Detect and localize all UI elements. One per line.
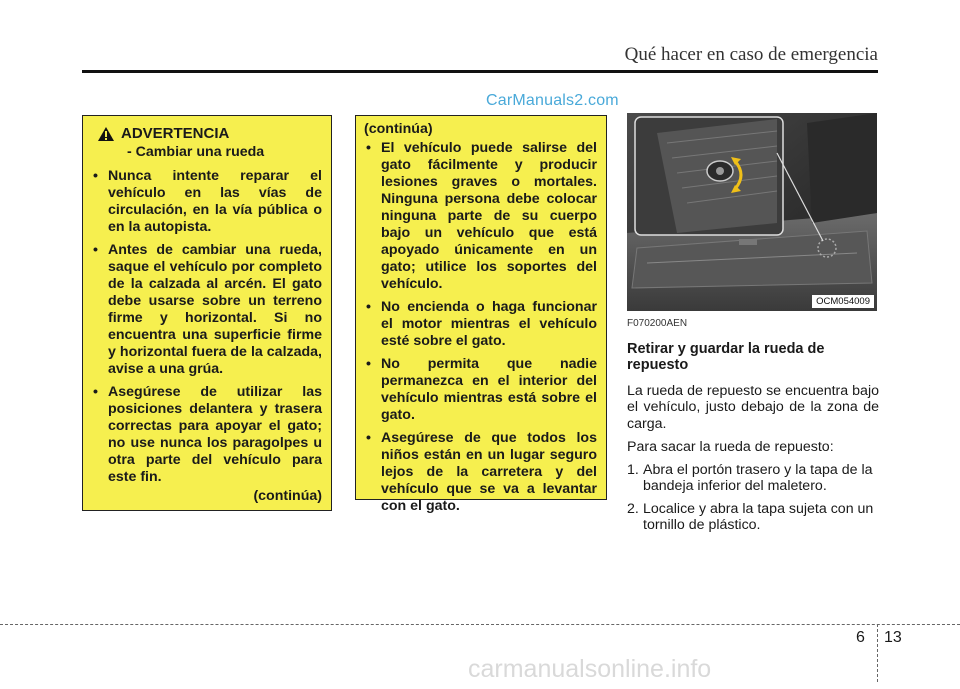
warning-item: • Asegúrese de que todos los niños están en un lugar seguro lejos de la carretera y del vehículo que se va a levantar con el gato. [364,430,597,515]
step-text: Localice y abra la tapa sujeta con un tornillo de plástico. [643,500,874,533]
warning-item: • No encienda o haga funcionar el motor mientras el vehículo esté sobre el gato. [364,299,597,350]
header-title: Qué hacer en caso de emergencia [624,44,878,65]
warning-triangle-icon [97,126,115,142]
chapter-number: 6 [856,629,865,646]
continued-label: (continúa) [364,121,433,137]
cargo-area-illustration [627,113,877,311]
warning-heading-text: ADVERTENCIA [121,125,230,142]
section-title: Retirar y guardar la rueda de repuesto [627,340,825,373]
warning-box-2 [355,115,607,514]
step-item [627,501,879,534]
figure-code: OCM054009 [812,295,874,308]
header-rule [82,70,878,73]
step-text: Abra el portón trasero y la tapa de la bandeja inferior del maletero. [643,461,873,494]
cargo-area-figure [627,113,877,311]
warning-heading [97,125,322,142]
warning-item: • Antes de cambiar una rueda, saque el vehículo por completo de la calzada al arcén. El gato debe usarse sobre un terreno firme y horizontal. Si no encuentra una superficie firme y horizontal fuera de la calzada, avise a una grúa. [91,242,322,378]
warning-list-2 [364,140,597,515]
warning-item: • Nunca intente reparar el vehículo en las vías de circulación, en la vía pública o en la autopista. [91,168,322,236]
steps-list [627,462,879,534]
section-paragraph: La rueda de repuesto se encuentra bajo el vehículo, justo debajo de la zona de carga. [627,382,879,432]
warning-item: • No permita que nadie permanezca en el interior del vehículo mientras está sobre el gato. [364,356,597,424]
step-number: 2. [627,500,639,517]
warning-subheading: - Cambiar una rueda [127,144,265,160]
warning-box-1 [82,115,332,511]
section-paragraph: Para sacar la rueda de repuesto: [627,439,834,455]
watermark-bottom: carmanualsonline.info [468,655,712,683]
continued-label: (continúa) [253,488,322,504]
step-item [627,462,879,495]
footer-divider [877,624,878,682]
right-column [627,316,879,540]
page-number: 13 [884,629,902,646]
warning-item: • Asegúrese de utilizar las posiciones delantera y trasera correctas para apoyar el gato; no use nunca los paragolpes u otra parte del vehículo para este fin. [91,384,322,486]
warning-list-1 [91,168,322,486]
warning-item: • El vehículo puede salirse del gato fácilmente y producir lesiones graves o mortales. Ninguna persona debe colocar ninguna parte de su cuerpo bajo un vehículo que está apoyado únicamente en un gato; utilice los soportes del vehículo. [364,140,597,293]
step-number: 1. [627,461,639,478]
footer-rule [0,624,960,625]
watermark-top: CarManuals2.com [486,92,619,109]
section-code: F070200AEN [627,318,688,329]
